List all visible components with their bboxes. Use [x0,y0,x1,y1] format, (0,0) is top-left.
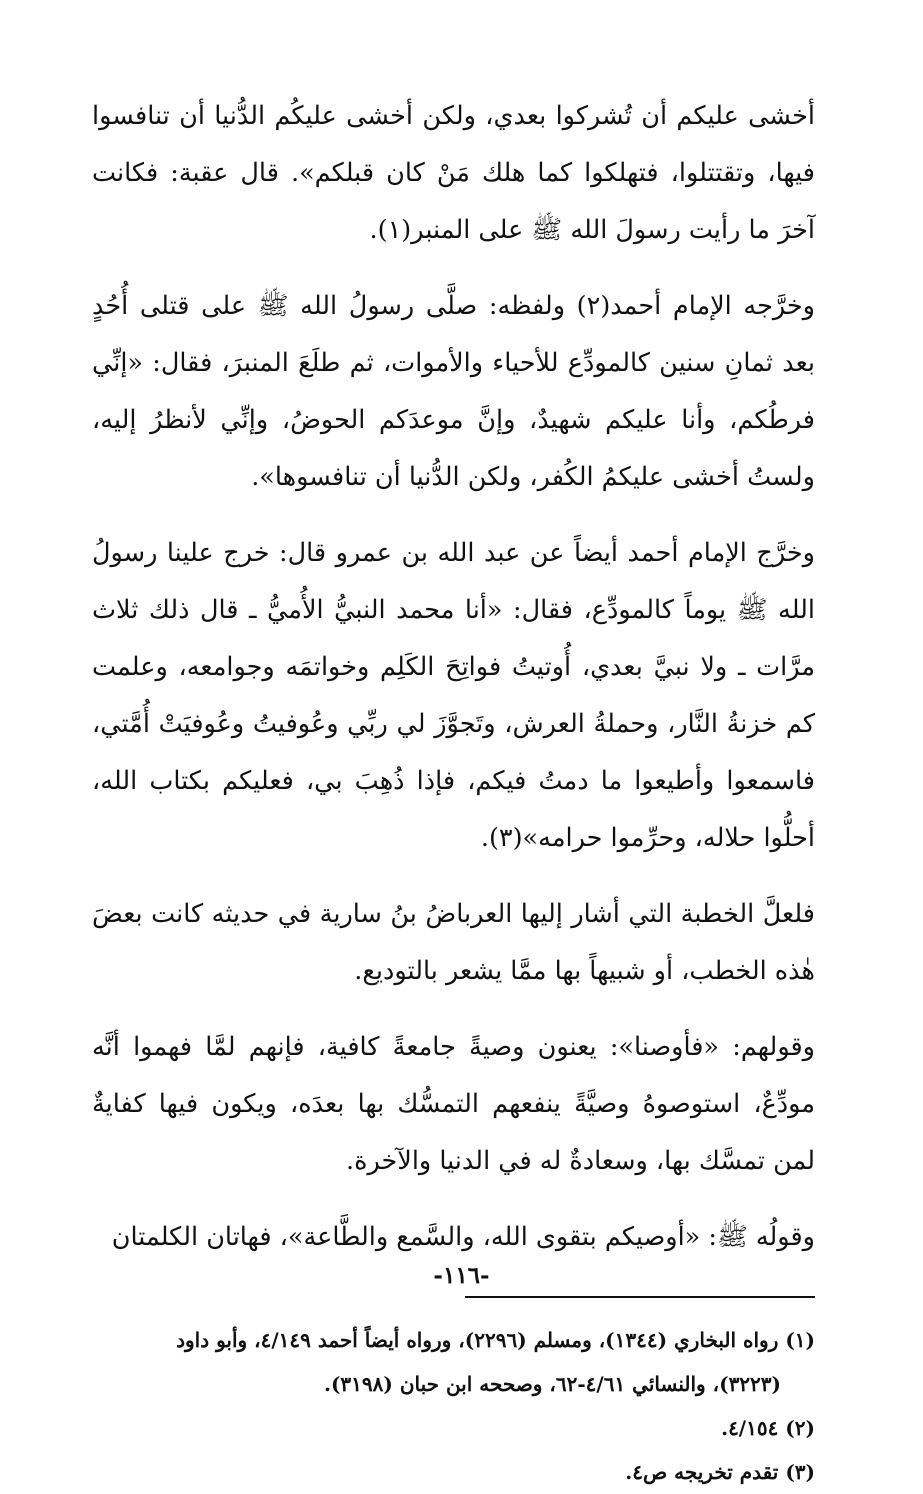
page-number: -١١٦- [433,1262,490,1289]
paragraph-3: وخرَّج الإمام أحمد أيضاً عن عبد الله بن عمرو قال: خرج علينا رسولُ الله ﷺ يوماً كالمودِّع، فقال: «أنا محمد النبيُّ الأُميُّ ـ قال ذلك ثلاث مرَّات ـ ولا نبيَّ بعدي، أُوتيتُ فواتِحَ الكَلِم وخواتمَه وجوامعه، وعلمت كم خزنةُ النَّار، وحملةُ العرش، وتَجوَّزَ لي ربِّي وعُوفيتُ وعُوفيَتْ أُمَّتي، فاسمعوا وأطيعوا ما دمتُ فيكم، فإذا ذُهِبَ بي، فعليكم بكتاب الله، أحلُّوا حلاله، وحرِّموا حرامه»(٣). [92,538,815,853]
paragraph-4: فلعلَّ الخطبة التي أشار إليها العرباضُ بنُ سارية في حديثه كانت بعضَ هٰذه الخطب، أو شبيهاً بها ممَّا يشعر بالتوديع. [92,899,815,986]
footnote-3: (٣) تقدم تخريجه ص٤. [625,1460,815,1484]
paragraph-6: وقولُه ﷺ: «أوصيكم بتقوى الله، والسَّمع والطَّاعة»، فهاتان الكلمتان [111,1222,815,1252]
footnote-divider [465,1296,815,1298]
main-text [92,88,815,1266]
paragraph-1: أخشى عليكم أن تُشركوا بعدي، ولكن أخشى عليكُم الدُّنيا أن تنافسوا فيها، وتقتتلوا، فتهلكوا كما هلك مَنْ كان قبلكم». قال عقبة: فكانت آخرَ ما رأيت رسولَ الله ﷺ على المنبر(١). [92,101,815,245]
footnote-2: (٢) ٤/١٥٤. [721,1416,815,1440]
paragraph-5: وقولهم: «فأوصنا»: يعنون وصيةً جامعةً كافية، فإنهم لمَّا فهموا أنَّه مودِّعٌ، استوصوهُ وصيَّةً ينفعهم التمسُّك بها بعدَه، ويكون فيها كفايةٌ لمن تمسَّك بها، وسعادةٌ له في الدنيا والآخرة. [92,1032,815,1176]
footnote-1: (١) رواه البخاري (١٣٤٤)، ومسلم (٢٢٩٦)، ورواه أيضاً أحمد ٤/١٤٩، وأبو داود [176,1328,815,1352]
footnote-1-continuation: (٣٢٢٣)، والنسائي ٤/٦١-٦٢، وصححه ابن حبان (٣١٩٨). [323,1372,781,1396]
footnotes [92,1318,815,1494]
paragraph-2: وخرَّجه الإمام أحمد(٢) ولفظه: صلَّى رسولُ الله ﷺ على قتلى أُحُدٍ بعد ثمانِ سنين كالمودِّع للأحياء والأموات، ثم طلَعَ المنبرَ، فقال: «إنِّي فرطُكم، وأنا عليكم شهيدٌ، وإنَّ موعدَكم الحوضُ، وإنِّي لأنظرُ إليه، ولستُ أخشى عليكمُ الكُفر، ولكن الدُّنيا أن تنافسوها». [92,291,815,492]
